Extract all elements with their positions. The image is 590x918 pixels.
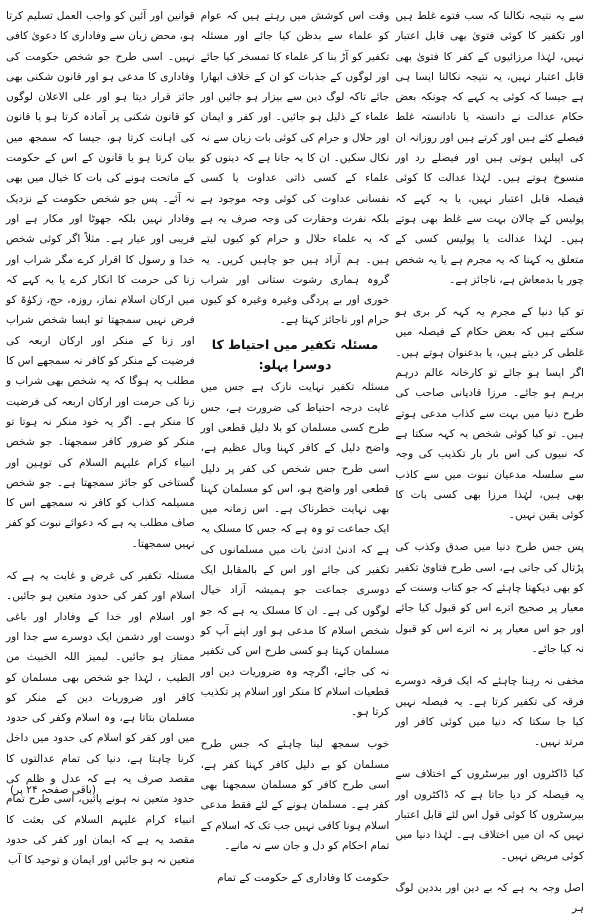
paragraph: مسئلہ تکفیر کی غرض و غایت یہ ہے کہ اسلام اور کفر کی حدود متعین ہو جائیں۔ اور اسلام اور خدا کے وفادار اور باغی دوست اور دشمن ایک دوسرے سے جدا اور ممتاز ہو جائیں۔ لیمیز اللہ الخبیث من الطیب ، لہٰذا جو شخص بھی مسلمان کو کافر اور ضروریات دین کے منکر کو مسلمان بتاتا ہے، وہ اسلام وکفر کی حدود میں اور کفر کو اسلام کی حدود میں داخل کرنا چاہتا ہے، دنیا کی تمام عدالتوں کا مقصد صرف یہ ہے کہ عدل و ظلم کی حدود متعین نہ ہونے پائیں، اسی طرح تمام انبیاء کرام علیہم السلام کی بعثت کا مقصد یہ ہے کہ ایمان اور کفر کی حدود متعین نہ ہو جائیں اور ایمان و توحید کا آب [5, 570, 195, 867]
paragraph-gap [395, 290, 584, 302]
paragraph: حکومت کا وفاداری کے حکومت کے تمام [217, 872, 390, 885]
continuation-note: (باقی صفحہ ۲۴ پر) [10, 784, 97, 796]
paragraph: پس جس طرح دنیا میں صدق وکذب کی پڑتال کی جاتی ہے، اسی طرح فتاویٰ تکفیر کو بھی دیکھنا چاہئے کہ جو کتاب وسنت کے معیار پر صحیح اترے اس کو قبول کیا جائے اور جو اس معیار پر نہ اترے اس کو قبول نہ کیا جائے۔ [395, 541, 584, 655]
paragraph-gap [395, 525, 584, 537]
column-right [395, 6, 584, 915]
paragraph: خوب سمجھ لینا چاہئے کہ جس طرح مسلمان کو بے دلیل کافر کہنا کفر ہے، اسی طرح کافر کو مسلمان سمجھنا بھی کفر ہے۔ مسلمان ہونے کے لئے فقط مدعی اسلام ہونا کافی نہیں جب تک کہ اسلام کے تمام احکام کو دل و جان سے نہ مانے۔ [200, 738, 390, 852]
paragraph-gap [395, 659, 584, 671]
paragraph-gap [201, 856, 390, 868]
paragraph-gap [395, 866, 584, 878]
paragraph: وقت اس کوشش میں رہتے ہیں کہ عوام کو علماء سے بدظن کیا جائے اور مسئلہ تکفیر کو آڑ بنا کر علماء کا تمسخر کیا جائے اور لوگوں کے جذبات کو ان کے خلاف ابھارا جائے تاکہ لوگ دین سے بیزار ہو جائیں اور علماء کے ذلیل ہو جائیں۔ اور کفر و ایمان اور حلال و حرام کی کوئی بات زبان سے نہ نکال سکیں۔ ان کا یہ جانا ہے کہ دینوں کو علماء کے کسی ذاتی عداوت یا کسی نفسانی عداوت کی کوئی وجہ موجود ہے بلکہ نفرت وحقارت کی وجہ صرف یہ ہے کہ یہ علماء حلال و حرام کو کیوں لیتے ہیں۔ ہم آزاد ہیں جو چاہیں کریں۔ یہ گروہ ہماری رشوت ستانی اور شراب خوری اور بے پردگی وغیرہ وغیرہ کو کیوں حرام اور ناجائز کہتا ہے۔ [200, 10, 390, 327]
paragraph-gap [395, 752, 584, 764]
paragraph-gap [6, 554, 195, 566]
column-left [5, 6, 195, 867]
paragraph: کیا ڈاکٹروں اور بیرسٹروں کے اختلاف سے یہ فیصلہ کر دیا جاتا ہے کہ ڈاکٹروں اور بیرسٹروں کا کوئی قول اس لئے قابل اعتبار نہیں کہ ان میں اختلاف ہے۔ لہٰذا دنیا میں کوئی مریض نہیں۔ [395, 768, 584, 862]
paragraph: اصل وجہ یہ ہے کہ بے دین اور بددین لوگ ہر [395, 881, 584, 915]
paragraph: مخفی نہ رہنا چاہئے کہ ایک فرقہ دوسرے فرقہ کی تکفیر کرتا ہے۔ یہ فیصلہ نہیں کیا جا سکتا کہ دنیا میں کوئی کافر اور مرتد نہیں۔ [395, 675, 584, 749]
section-heading: مسئلہ تکفیر میں احتیاط کا دوسرا پہلو: [211, 336, 379, 373]
paragraph: قوانین اور آئین کو واجب العمل تسلیم کرتا ہو، محض زبان سے وفاداری کا دعویٰ کافی نہیں۔ اسی طرح جو شخص حکومت کی وفاداری کا مدعی ہو اور قانون شکنی بھی جائز قرار دیتا ہو اور علی الاعلان لوگوں کو قانون شکنی پر آمادہ کرتا ہو یا قانون کی اہانت کرتا ہو، جیسا کہ سمجھ میں بیان کرتا ہو یا قانون کے اس کے حکومت کے ماتحت ہونے کی بات کا خیال میں بھی نہ آئے۔ پس جو شخص حکومت کے نزدیک وفادار نہیں بلکہ جھوٹا اور مکار ہے اور فریبی اور عیار ہے۔ مثلاً اگر کوئی شخص خدا و رسول کا اقرار کرے مگر شراب اور زنا کی حرمت کا انکار کرے یا یہ کہے کہ میں ارکان اسلام نماز، روزہ، حج، زکوٰۃ کو فرض نہیں سمجھتا تو ایسا شخص شراب اور زنا کے منکر اور ارکان اربعہ کی فرضیت کے منکر کو کافر نہ سمجھے اس کا مطلب یہ ہوگا کہ یہ شخص بھی شراب و زنا کی حرمت اور ارکان اربعہ کی فرضیت کا منکر ہے۔ اگر یہ خود منکر نہ ہوتا تو منکر کو ضرور کافر سمجھتا۔ جو شخص انبیاء کرام علیہم السلام کی توہین اور گستاخی کو جائز سمجھتا ہے۔ جو شخص مسیلمہ کذاب کو کافر نہ سمجھے اس کا صاف مطلب یہ ہے کہ دعوائے نبوت کو کفر نہیں سمجھتا۔ [5, 10, 195, 550]
paragraph-gap [201, 722, 390, 734]
paragraph: تو کیا دنیا کے مجرم یہ کہہ کر بری ہو سکتے ہیں کہ بعض حکام کے فیصلہ میں غلطی کر دیتے ہیں، یا بدعنوان ہوتے ہیں۔ اگر ایسا ہو جائے تو کارخانہ عالم درہم برہم ہو جائے۔ مرزا قادیانی صاحب کی طرح دنیا میں بہت سے کذاب مدعی ہوتے ہیں۔ تو کیا کوئی شخص یہ کہہ سکتا ہے کہ نبیوں کی اس بار بار تکذیب کی وجہ سے سلسلہ مدعیان نبوت میں سے کاذب بھی ہیں، لہٰذا مرزا بھی کسی بات کا کوئی یقین نہیں۔ [395, 306, 584, 522]
article-columns [5, 6, 584, 915]
paragraph: سے یہ نتیجہ نکالنا کہ سب فتوے غلط ہیں اور تکفیر کا کوئی فتویٰ بھی قابل اعتبار نہیں، لہٰذا مرزائیوں کے کفر کا فتویٰ بھی قابل اعتبار نہیں، یہ نتیجہ نکالنا ایسا ہی ہے جیسا کہ کوئی یہ کہے کہ چونکہ بعض حکام عدالت نے دانستہ یا نادانستہ غلط فیصلے کئے ہیں اور کرتے ہیں اور روزانہ ان کی اپیلیں ہوتی ہیں اور فیصلے رد اور منسوخ ہوتے ہیں۔ لہٰذا عدالت کا کوئی فیصلہ قابل اعتبار نہیں، یا یہ کہے کہ پولیس کے چالان بہت سے غلط بھی ہوتے ہیں۔ لہٰذا عدالت یا پولیس کسی کے متعلق یہ کہنا کہ یہ مجرم ہے یا یہ شخص چور یا بدمعاش ہے، ناجائز ہے۔ [395, 10, 584, 286]
paragraph: مسئلہ تکفیر نہایت نازک ہے جس میں غایت درجہ احتیاط کی ضرورت ہے، جس طرح کسی مسلمان کو بلا دلیل قطعی اور واضح دلیل کے کافر کہنا وبال عظیم ہے، اسی طرح جس شخص کی کفر پر دلیل قطعی اور واضح ہو، اس کو مسلمان کہنا بھی نہایت خطرناک ہے۔ اس زمانہ میں ایک جماعت تو وہ ہے کہ جس کا مسلک یہ ہے کہ ادنیٰ ادنیٰ بات میں مسلمانوں کی تکفیر کی جائے اور اس کے بالمقابل ایک دوسری جماعت جو ہمیشہ آزاد خیال لوگوں کی ہے۔ ان کا مسلک یہ ہے کہ جو شخص اسلام کا مدعی ہو اور اپنے آپ کو مسلمان کہتا ہو کسی طرح اس کی تکفیر نہ کی جائے، اگرچہ وہ ضروریات دین اور قطعیات اسلام کا منکر اور اسلام پر تکذیب کرتا ہو۔ [200, 381, 390, 719]
column-middle [200, 6, 390, 885]
